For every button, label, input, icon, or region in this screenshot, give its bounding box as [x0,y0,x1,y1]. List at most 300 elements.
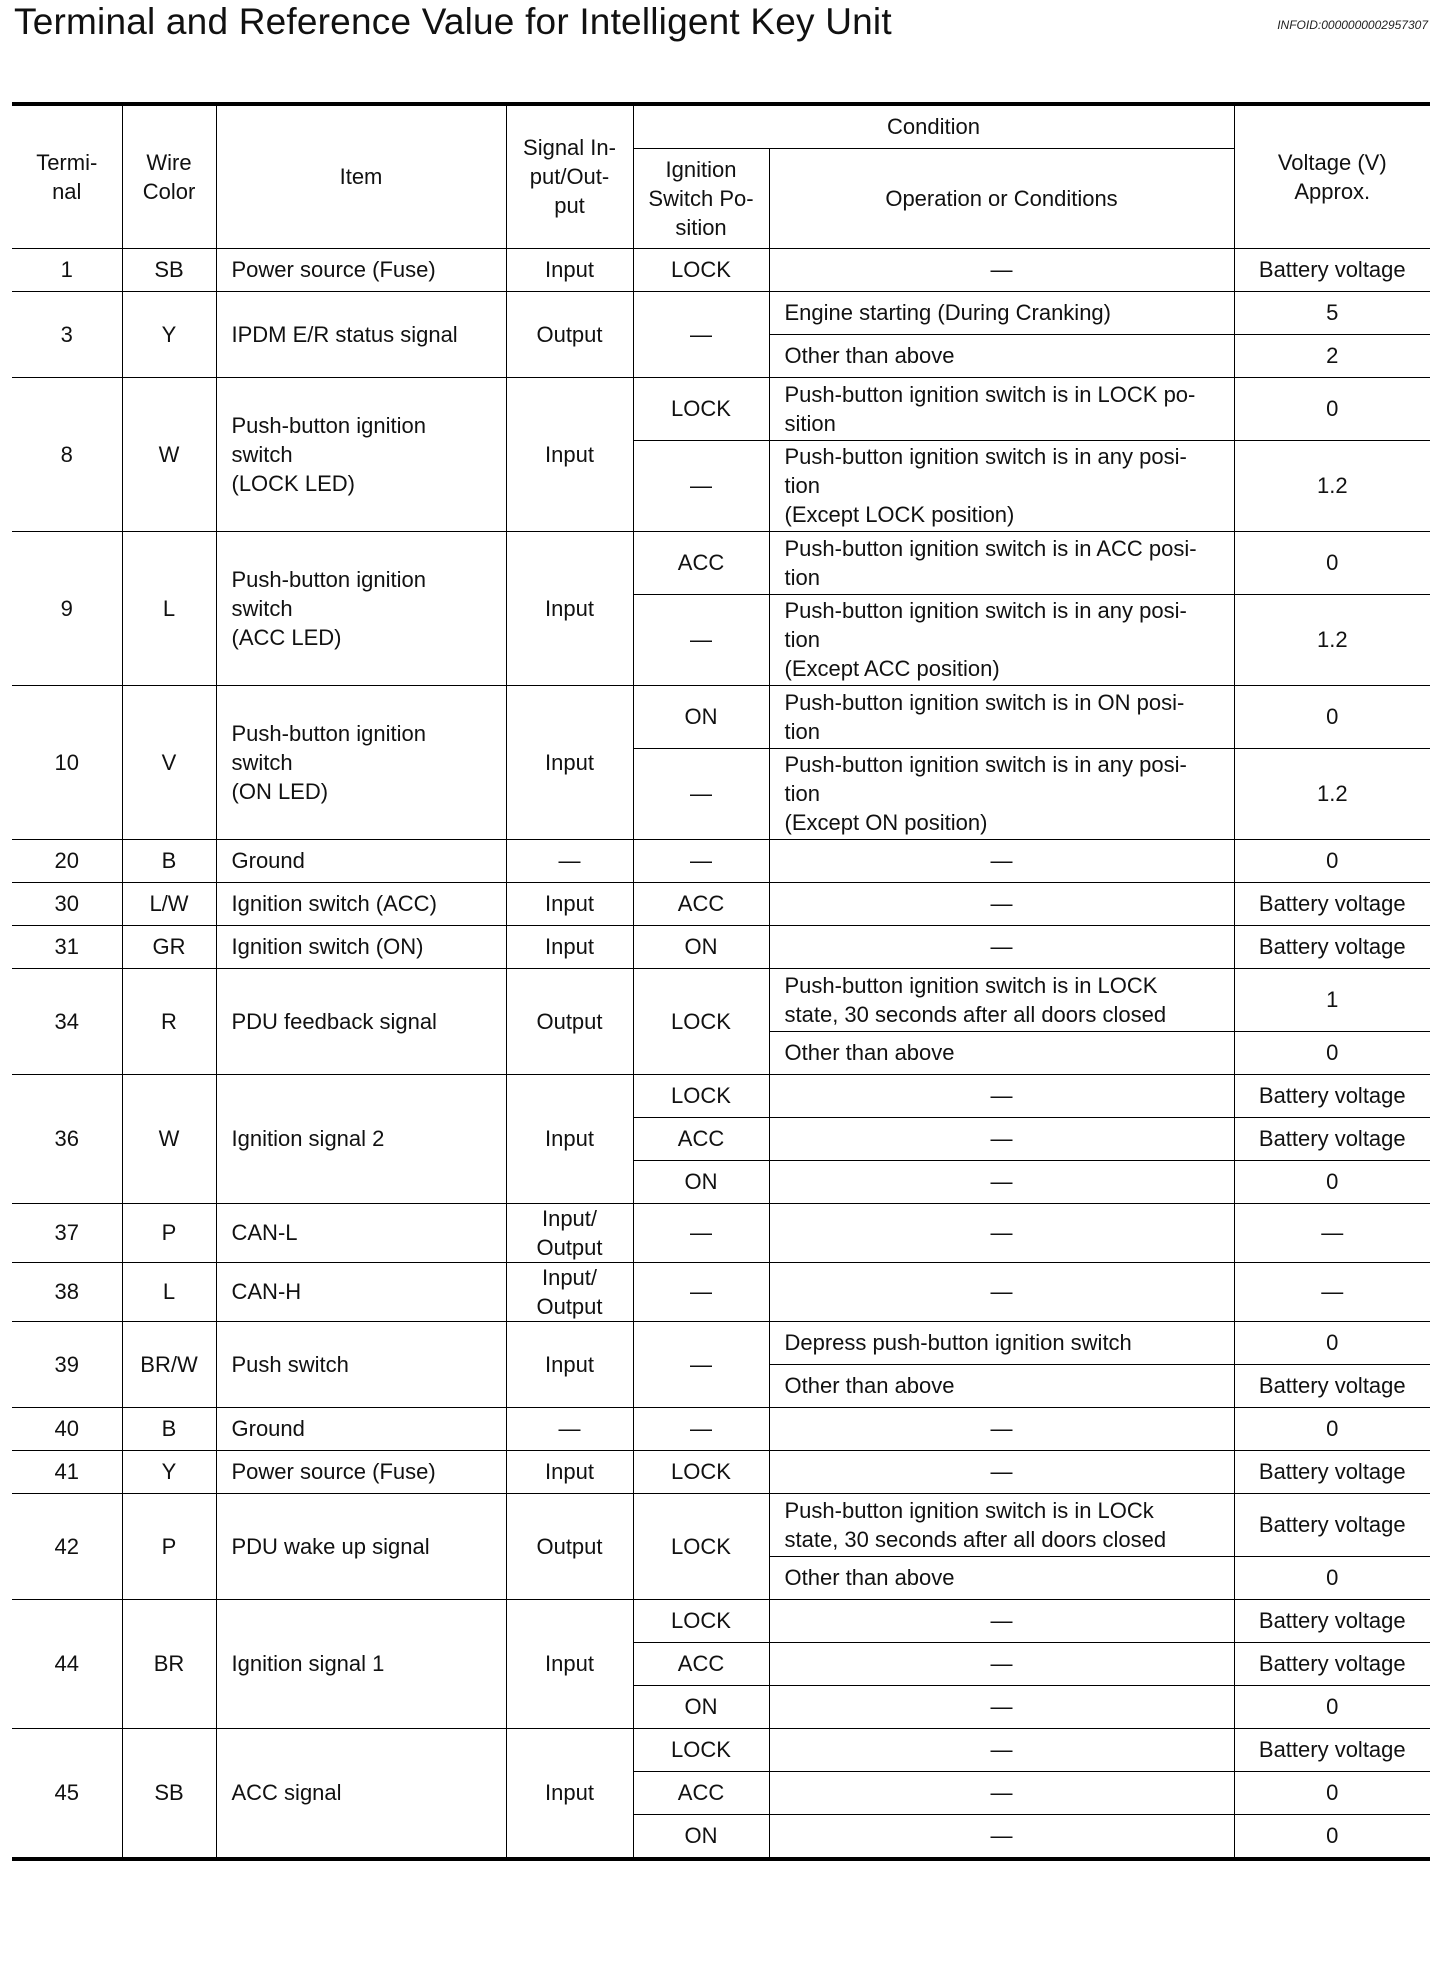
header-ignition-switch-position: Ignition Switch Po- sition [633,148,769,248]
operation-cell-text: — [990,1416,1013,1441]
terminal-cell [12,377,122,531]
operation-cell [769,1364,1234,1407]
voltage-cell [1234,925,1430,968]
wire-color-cell-text: W [158,441,180,467]
voltage-cell [1234,1074,1430,1117]
operation-cell [769,1771,1234,1814]
item-cell-text: Ignition signal 1 [231,1651,385,1676]
voltage-cell [1234,440,1430,531]
operation-cell-text: Push-button ignition switch is in LOCK state, 30 seconds after all doors closed [784,972,1167,1027]
ignition-position-cell-text: ON [684,704,718,729]
voltage-cell-text: Battery voltage [1258,1737,1406,1762]
terminal-cell [12,1728,122,1857]
wire-color-cell [122,1074,216,1203]
operation-cell-text: — [990,257,1013,282]
operation-cell [769,1031,1234,1074]
terminal-cell-text: 37 [54,1220,79,1245]
ignition-position-cell [633,1160,769,1203]
operation-cell [769,594,1234,685]
signal-io-cell [506,1203,633,1262]
table-row [12,1599,1430,1642]
operation-cell-text: — [990,934,1013,959]
ignition-position-cell-text: LOCK [671,1737,731,1762]
table-row [12,1493,1430,1556]
table-row [12,1074,1430,1117]
voltage-cell-text: 0 [1326,1040,1339,1065]
ignition-position-cell [633,377,769,440]
wire-color-cell-text: R [161,1008,177,1034]
ignition-position-cell-text: ACC [677,1780,725,1805]
ignition-position-cell [633,1262,769,1321]
operation-cell-text: Other than above [784,1040,955,1065]
operation-cell-text: — [990,891,1013,916]
operation-cell-text: Push-button ignition switch is in LOCK po- sition [784,381,1196,436]
ignition-position-cell-text: ACC [677,1651,725,1676]
ignition-position-cell [633,1203,769,1262]
table-row [12,1203,1430,1262]
table-row [12,968,1430,1031]
terminal-cell [12,1450,122,1493]
terminal-cell-text: 9 [60,595,73,621]
item-cell [216,1728,506,1857]
terminal-cell [12,1203,122,1262]
voltage-cell-text: 0 [1326,1416,1339,1441]
item-cell [216,1450,506,1493]
table-row [12,531,1430,594]
item-cell-text: Ground [231,848,305,873]
wire-color-cell [122,1493,216,1599]
ignition-position-cell-text: LOCK [671,1533,731,1559]
voltage-cell-text: 0 [1326,1565,1339,1590]
item-cell-text: IPDM E/R status signal [231,321,458,347]
item-cell [216,882,506,925]
item-cell [216,1074,506,1203]
terminal-cell-text: 42 [54,1533,79,1559]
voltage-cell-text: Battery voltage [1258,934,1406,959]
voltage-cell-text: Battery voltage [1258,1373,1406,1398]
signal-io-cell-text: Input [545,1651,594,1676]
voltage-cell [1234,1031,1430,1074]
wire-color-cell-text: P [161,1220,177,1245]
signal-io-cell-text: Input [545,749,594,775]
terminal-cell-text: 44 [54,1651,79,1676]
ignition-position-cell [633,1450,769,1493]
item-cell-text: Push switch [231,1351,349,1377]
terminal-cell-text: 40 [54,1416,79,1441]
terminal-cell [12,839,122,882]
voltage-cell-text: 1.2 [1316,781,1348,806]
operation-cell [769,1728,1234,1771]
signal-io-cell-text: Input [545,257,594,282]
ignition-position-cell [633,1814,769,1857]
voltage-cell-text: 1.2 [1316,627,1348,652]
signal-io-cell-text: Output [536,1533,603,1559]
ignition-position-cell-text: — [690,1416,712,1441]
operation-cell [769,1599,1234,1642]
table-row [12,291,1430,334]
ignition-position-cell-text: ON [684,1694,718,1719]
signal-io-cell [506,1493,633,1599]
wire-color-cell [122,1262,216,1321]
wire-color-cell [122,291,216,377]
ignition-position-cell [633,440,769,531]
signal-io-cell-text: Input [545,441,594,467]
signal-io-cell-text: Input/ Output [536,1205,603,1260]
wire-color-cell [122,925,216,968]
item-cell [216,291,506,377]
voltage-cell [1234,1556,1430,1599]
signal-io-cell [506,1262,633,1321]
signal-io-cell [506,968,633,1074]
item-cell-text: CAN-L [231,1220,298,1245]
wire-color-cell [122,1599,216,1728]
terminal-cell [12,1074,122,1203]
ignition-position-cell [633,1407,769,1450]
voltage-cell [1234,334,1430,377]
ignition-position-cell [633,291,769,377]
operation-cell-text: — [990,1651,1013,1676]
signal-io-cell-text: Input [545,1126,594,1151]
signal-io-cell-text: Output [536,321,603,347]
table-row [12,1407,1430,1450]
table-row [12,882,1430,925]
voltage-cell-text: 0 [1326,1823,1339,1848]
operation-cell-text: Push-button ignition switch is in ON posi- tion [784,689,1185,744]
operation-cell [769,1074,1234,1117]
terminal-cell-text: 3 [60,321,73,347]
voltage-cell [1234,531,1430,594]
terminal-cell-text: 10 [54,749,79,775]
voltage-cell-text: 0 [1326,550,1339,575]
operation-cell-text: — [990,1459,1013,1484]
terminal-cell-text: 45 [54,1780,79,1805]
ignition-position-cell [633,1685,769,1728]
signal-io-cell [506,531,633,685]
item-cell-text: PDU wake up signal [231,1533,430,1559]
item-cell-text: Power source (Fuse) [231,257,436,282]
terminal-cell-text: 39 [54,1351,79,1377]
terminal-cell-text: 20 [54,848,79,873]
voltage-cell [1234,1642,1430,1685]
voltage-cell [1234,1203,1430,1262]
voltage-cell [1234,1728,1430,1771]
voltage-cell-text: Battery voltage [1258,1459,1406,1484]
table-row [12,685,1430,748]
voltage-cell [1234,1814,1430,1857]
item-cell [216,1407,506,1450]
signal-io-cell [506,1450,633,1493]
ignition-position-cell-text: ACC [677,891,725,916]
voltage-cell-text: — [1321,1279,1344,1304]
operation-cell [769,440,1234,531]
table-row [12,839,1430,882]
wire-color-cell [122,1407,216,1450]
ignition-position-cell-text: LOCK [671,1459,731,1484]
operation-cell-text: Depress push-button ignition switch [784,1330,1132,1355]
wire-color-cell [122,882,216,925]
operation-cell-text: Push-button ignition switch is in any posi- tion (Except ACC position) [784,598,1187,681]
operation-cell [769,248,1234,291]
item-cell [216,1321,506,1407]
ignition-position-cell [633,882,769,925]
voltage-cell [1234,1262,1430,1321]
operation-cell [769,748,1234,839]
signal-io-cell-text: Input [545,1459,594,1484]
voltage-cell-text: 0 [1326,1330,1339,1355]
operation-cell-text: — [990,1608,1013,1633]
terminal-cell [12,882,122,925]
item-cell-text: Push-button ignition switch (ACC LED) [231,566,426,650]
item-cell-text: Ignition switch (ACC) [231,891,437,916]
voltage-cell [1234,685,1430,748]
terminal-cell-text: 30 [54,891,79,916]
operation-cell-text: — [990,1220,1013,1245]
operation-cell [769,1493,1234,1556]
item-cell [216,839,506,882]
header-voltage: Voltage (V) Approx. [1234,106,1430,248]
wire-color-cell-text: Y [161,321,177,347]
operation-cell-text: — [990,1737,1013,1762]
wire-color-cell [122,839,216,882]
signal-io-cell [506,685,633,839]
ignition-position-cell-text: — [690,473,712,498]
signal-io-cell [506,839,633,882]
voltage-cell-text: 5 [1326,300,1339,325]
terminal-cell-text: 1 [60,257,73,282]
operation-cell [769,531,1234,594]
item-cell-text: Power source (Fuse) [231,1459,436,1484]
ignition-position-cell [633,1321,769,1407]
item-cell [216,968,506,1074]
item-cell [216,685,506,839]
voltage-cell-text: 1 [1326,987,1339,1012]
operation-cell-text: — [990,1823,1013,1848]
item-cell-text: ACC signal [231,1780,342,1805]
signal-io-cell-text: Input [545,595,594,621]
operation-cell [769,291,1234,334]
voltage-cell [1234,248,1430,291]
ignition-position-cell [633,1599,769,1642]
voltage-cell [1234,1364,1430,1407]
wire-color-cell [122,1321,216,1407]
ignition-position-cell [633,968,769,1074]
operation-cell [769,1262,1234,1321]
ignition-position-cell-text: ACC [677,1126,725,1151]
table-body [12,248,1430,1857]
operation-cell [769,334,1234,377]
voltage-cell-text: 0 [1326,1780,1339,1805]
operation-cell-text: — [990,1279,1013,1304]
table-row [12,248,1430,291]
operation-cell-text: — [990,1083,1013,1108]
wire-color-cell-text: BR [153,1651,185,1676]
signal-io-cell [506,1599,633,1728]
wire-color-cell-text: SB [154,257,184,282]
operation-cell [769,1450,1234,1493]
voltage-cell-text: Battery voltage [1258,1126,1406,1151]
operation-cell-text: Engine starting (During Cranking) [784,300,1111,325]
wire-color-cell-text: P [161,1533,177,1559]
voltage-cell-text: 0 [1326,396,1339,421]
operation-cell-text: — [990,848,1013,873]
voltage-cell-text: 0 [1326,1694,1339,1719]
voltage-cell [1234,968,1430,1031]
signal-io-cell [506,1074,633,1203]
signal-io-cell [506,925,633,968]
signal-io-cell-text: Input [545,891,594,916]
item-cell [216,1493,506,1599]
signal-io-cell [506,1407,633,1450]
ignition-position-cell-text: — [690,627,712,652]
voltage-cell [1234,1117,1430,1160]
operation-cell-text: — [990,1126,1013,1151]
ignition-position-cell-text: LOCK [671,1008,731,1034]
wire-color-cell-text: SB [154,1780,184,1805]
operation-cell [769,968,1234,1031]
operation-cell [769,1321,1234,1364]
ignition-position-cell [633,531,769,594]
operation-cell-text: Other than above [784,1373,955,1398]
wire-color-cell-text: B [161,848,177,873]
terminal-cell [12,1262,122,1321]
ignition-position-cell [633,1074,769,1117]
signal-io-cell-text: Output [536,1008,603,1034]
item-cell [216,1599,506,1728]
terminal-cell-text: 31 [54,934,79,959]
wire-color-cell-text: L [162,1279,176,1304]
operation-cell [769,1160,1234,1203]
terminal-cell-text: 8 [60,441,73,467]
signal-io-cell [506,1321,633,1407]
voltage-cell-text: Battery voltage [1258,257,1406,282]
table-bottom-rule [12,1857,1430,1861]
signal-io-cell-text: Input [545,934,594,959]
voltage-cell [1234,1160,1430,1203]
operation-cell-text: Other than above [784,343,955,368]
wire-color-cell [122,685,216,839]
terminal-cell [12,1407,122,1450]
ignition-position-cell [633,1493,769,1599]
terminal-cell [12,1321,122,1407]
signal-io-cell-text: — [558,1416,581,1441]
ignition-position-cell-text: — [690,1351,712,1377]
ignition-position-cell-text: ACC [677,550,725,575]
header-signal-io: Signal In- put/Out- put [506,106,633,248]
signal-io-cell [506,882,633,925]
wire-color-cell-text: Y [161,1459,177,1484]
operation-cell [769,839,1234,882]
operation-cell-text: — [990,1169,1013,1194]
terminal-cell [12,531,122,685]
operation-cell [769,685,1234,748]
item-cell [216,248,506,291]
item-cell-text: Ground [231,1416,305,1441]
ignition-position-cell-text: — [690,781,712,806]
voltage-cell-text: — [1321,1220,1344,1245]
voltage-cell [1234,1493,1430,1556]
voltage-cell [1234,1685,1430,1728]
signal-io-cell-text: Input/ Output [536,1264,603,1319]
item-cell [216,925,506,968]
voltage-cell-text: Battery voltage [1258,1608,1406,1633]
table-row [12,1321,1430,1364]
terminal-cell [12,685,122,839]
wire-color-cell-text: BR/W [140,1351,198,1377]
ignition-position-cell-text: LOCK [671,1608,731,1633]
info-id: INFOID:0000000002957307 [1277,18,1428,32]
wire-color-cell [122,248,216,291]
item-cell [216,1262,506,1321]
table-row [12,925,1430,968]
operation-cell-text: — [990,1694,1013,1719]
signal-io-cell-text: Input [545,1351,594,1377]
item-cell-text: Ignition switch (ON) [231,934,424,959]
page-title: Terminal and Reference Value for Intelligent Key Unit [14,1,892,42]
ignition-position-cell [633,1728,769,1771]
ignition-position-cell [633,1771,769,1814]
voltage-cell-text: 0 [1326,1169,1339,1194]
terminal-cell [12,968,122,1074]
ignition-position-cell-text: ON [684,934,718,959]
wire-color-cell [122,968,216,1074]
operation-cell-text: Push-button ignition switch is in LOCk state, 30 seconds after all doors closed [784,1497,1167,1552]
operation-cell [769,1556,1234,1599]
operation-cell-text: Push-button ignition switch is in ACC posi- tion [784,535,1197,590]
ignition-position-cell-text: — [690,321,712,347]
item-cell-text: Push-button ignition switch (ON LED) [231,720,426,804]
voltage-cell-text: Battery voltage [1258,1083,1406,1108]
terminal-cell [12,1493,122,1599]
ignition-position-cell [633,925,769,968]
operation-cell-text: Push-button ignition switch is in any posi- tion (Except LOCK position) [784,444,1187,527]
ignition-position-cell [633,685,769,748]
terminal-cell [12,248,122,291]
item-cell-text: CAN-H [231,1279,302,1304]
ignition-position-cell [633,1117,769,1160]
wire-color-cell-text: GR [152,934,186,959]
wire-color-cell-text: B [161,1416,177,1441]
operation-cell [769,1642,1234,1685]
voltage-cell [1234,1599,1430,1642]
ignition-position-cell [633,594,769,685]
operation-cell [769,377,1234,440]
header-wire-color: Wire Color [122,106,216,248]
ignition-position-cell-text: LOCK [671,257,731,282]
voltage-cell-text: 1.2 [1316,473,1348,498]
voltage-cell [1234,1771,1430,1814]
wire-color-cell-text: L [162,595,176,621]
voltage-cell [1234,1407,1430,1450]
ignition-position-cell-text: LOCK [671,396,731,421]
operation-cell [769,882,1234,925]
voltage-cell-text: Battery voltage [1258,1651,1406,1676]
operation-cell [769,925,1234,968]
signal-io-cell [506,291,633,377]
terminal-cell [12,1599,122,1728]
item-cell-text: PDU feedback signal [231,1008,437,1034]
wire-color-cell-text: V [161,749,177,775]
operation-cell [769,1203,1234,1262]
wire-color-cell [122,1728,216,1857]
voltage-cell [1234,748,1430,839]
voltage-cell-text: Battery voltage [1258,891,1406,916]
wire-color-cell [122,531,216,685]
ignition-position-cell-text: — [690,1220,712,1245]
table-row [12,377,1430,440]
terminal-table-container [12,102,1430,1861]
header-condition: Condition [633,106,1234,148]
item-cell-text: Push-button ignition switch (LOCK LED) [231,412,426,496]
